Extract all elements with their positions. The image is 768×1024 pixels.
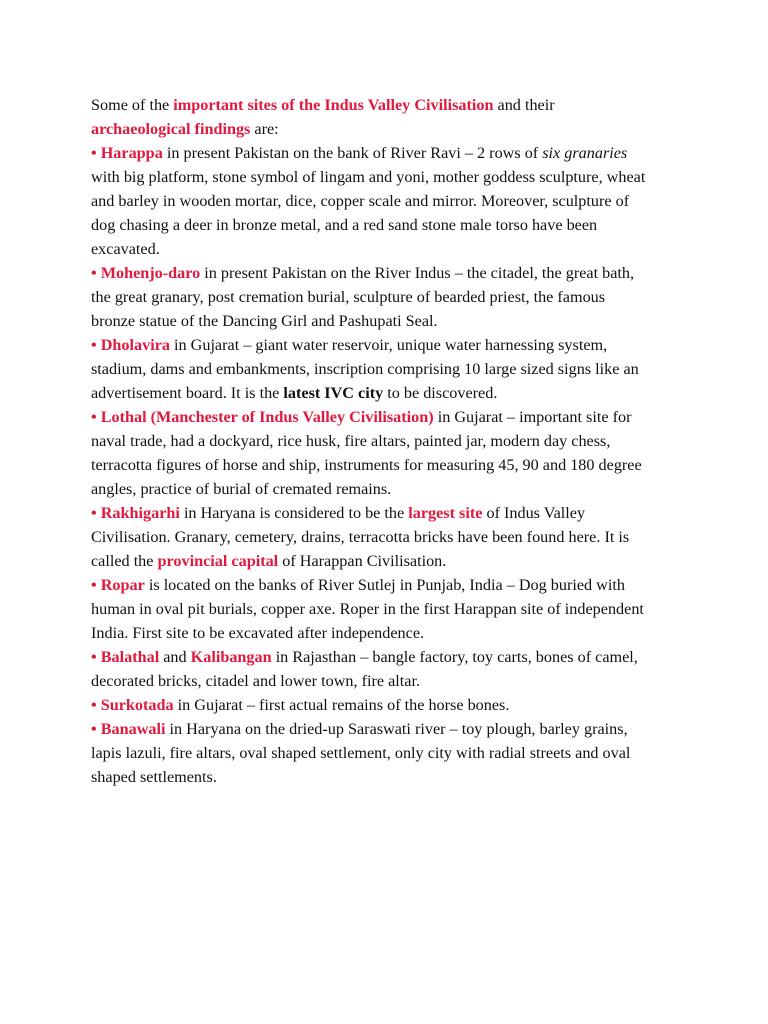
- bullet-icon: •: [91, 144, 97, 162]
- site-item-harappa: [91, 141, 651, 261]
- highlight-phrase: largest site: [408, 504, 483, 522]
- italic-phrase: six granaries: [542, 144, 628, 162]
- bullet-icon: •: [91, 696, 97, 714]
- highlight-sites-phrase: important sites of the Indus Valley Civilisation: [173, 96, 494, 114]
- site-description: of Harappan Civilisation.: [278, 552, 447, 570]
- site-name: Ropar: [100, 576, 145, 594]
- site-name: Mohenjo-daro: [100, 264, 201, 282]
- intro-text: are:: [250, 120, 279, 138]
- site-name: Rakhigarhi: [100, 504, 180, 522]
- site-description: is located on the banks of River Sutlej in Punjab, India – Dog buried with human in oval pit burials, copper axe. Roper in the first Harappan site of independent India. First site to be excavated after independence.: [91, 576, 644, 642]
- site-item-dholavira: [91, 333, 651, 405]
- site-description: in Gujarat – giant water reservoir, unique water harnessing system, stadium, dams and embankments, inscription comprising 10 large sized signs like an advertisement board. It is the: [91, 336, 639, 402]
- bullet-icon: •: [91, 648, 97, 666]
- site-name: Lothal (Manchester of Indus Valley Civilisation): [100, 408, 434, 426]
- highlight-findings-phrase: archaeological findings: [91, 120, 251, 138]
- site-name: Kalibangan: [190, 648, 272, 666]
- site-description: in present Pakistan on the River Indus – the citadel, the great bath, the great granary, post cremation burial, sculpture of bearded priest, the famous bronze statue of the Dancing Girl and Pashupati Seal.: [91, 264, 635, 330]
- document-body: [91, 93, 651, 789]
- site-name: Dholavira: [100, 336, 170, 354]
- site-item-lothal: [91, 405, 651, 501]
- site-description: in Rajasthan – bangle factory, toy carts, bones of camel, decorated bricks, citadel and lower town, fire altar.: [91, 648, 638, 690]
- site-name: Banawali: [100, 720, 166, 738]
- site-description: in Haryana is considered to be the: [179, 504, 409, 522]
- site-description: in Haryana on the dried-up Saraswati river – toy plough, barley grains, lapis lazuli, fire altars, oval shaped settlement, only city with radial streets and oval shaped settlements.: [91, 720, 631, 786]
- highlight-phrase: provincial capital: [157, 552, 279, 570]
- site-name: Surkotada: [100, 696, 174, 714]
- site-description: in present Pakistan on the bank of River Ravi – 2 rows of: [162, 144, 543, 162]
- bullet-icon: •: [91, 264, 97, 282]
- site-description: with big platform, stone symbol of lingam and yoni, mother goddess sculpture, wheat and barley in wooden mortar, dice, copper scale and mirror. Moreover, sculpture of dog chasing a deer in bronze metal, and a red sand stone male torso have been excavated.: [91, 168, 646, 258]
- site-item-surkotada: [91, 693, 651, 717]
- site-name: Harappa: [100, 144, 163, 162]
- site-description: in Gujarat – important site for naval trade, had a dockyard, rice husk, fire altars, painted jar, modern day chess, terracotta figures of horse and ship, instruments for measuring 45, 90 and 180 degree angles, practice of burial of cremated remains.: [91, 408, 642, 498]
- intro-paragraph: [91, 93, 651, 141]
- bullet-icon: •: [91, 336, 97, 354]
- intro-text: and their: [493, 96, 555, 114]
- bullet-icon: •: [91, 504, 97, 522]
- site-item-balathal-kalibangan: [91, 645, 651, 693]
- bullet-icon: •: [91, 408, 97, 426]
- bold-phrase: latest IVC city: [283, 384, 384, 402]
- site-name: Balathal: [100, 648, 160, 666]
- intro-text: Some of the: [91, 96, 174, 114]
- site-description: of Indus Valley Civilisation. Granary, cemetery, drains, terracotta bricks have been found here. It is called the: [91, 504, 630, 570]
- site-item-mohenjo-daro: [91, 261, 651, 333]
- site-description: in Gujarat – first actual remains of the horse bones.: [173, 696, 510, 714]
- site-description: and: [159, 648, 191, 666]
- site-item-ropar: [91, 573, 651, 645]
- site-description: to be discovered.: [383, 384, 498, 402]
- bullet-icon: •: [91, 720, 97, 738]
- site-item-rakhigarhi: [91, 501, 651, 573]
- site-item-banawali: [91, 717, 651, 789]
- bullet-icon: •: [91, 576, 97, 594]
